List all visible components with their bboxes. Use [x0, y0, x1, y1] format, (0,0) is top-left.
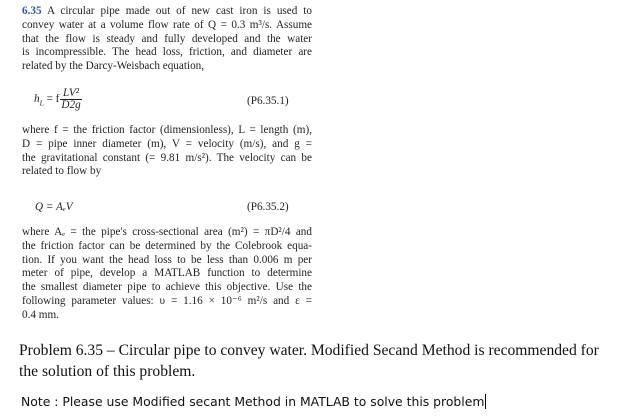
- note-text-field[interactable]: Note : Please use Modified secant Method in MATLAB to solve this problem: [21, 394, 485, 409]
- problem-summary: Problem 6.35 – Circular pipe to convey water. Modified Secand Method is recommended for the solution of this problem.: [19, 342, 599, 380]
- text-cursor: [485, 394, 486, 409]
- equation-flow: Q = AₑV: [35, 201, 73, 213]
- equation-label-1: (P6.35.1): [247, 95, 289, 107]
- problem-paragraph-2: where f = the friction factor (dimensionless), L = length (m), D = pipe inner diameter (m), V = velocity (m/s), and g = the gravitational constant (= 9.81 m/s²). The velocity can be related to flow by: [22, 124, 312, 178]
- problem-paragraph-3: where Aₑ = the pipe's cross-sectional area (m²) = πD²/4 and the friction factor can be determined by the Colebrook equa- tion. If you want the head loss to be less than 0.006 m per meter of pipe, develop a MATLAB function to determine the smallest diameter pipe to achieve this objective. Use the following parameter values: υ = 1.16 × 10⁻⁶ m²/s and ε = 0.4 mm.: [22, 226, 312, 321]
- equation-darcy-weisbach: $h_L = f$ $\frac{\text{LV²}}{D2g}$: [34, 87, 81, 111]
- equation-label-2: (P6.35.2): [247, 201, 289, 213]
- problem-number: 6.35: [22, 5, 42, 17]
- problem-paragraph-1: 6.35 A circular pipe made out of new cast iron is used to convey water at a volume flow rate of Q = 0.3 m³/s. Assume that the flow is steady and fully developed and the water is incompressible. The head loss, friction, and diameter are related by the Darcy-Weisbach equation,: [22, 5, 312, 73]
